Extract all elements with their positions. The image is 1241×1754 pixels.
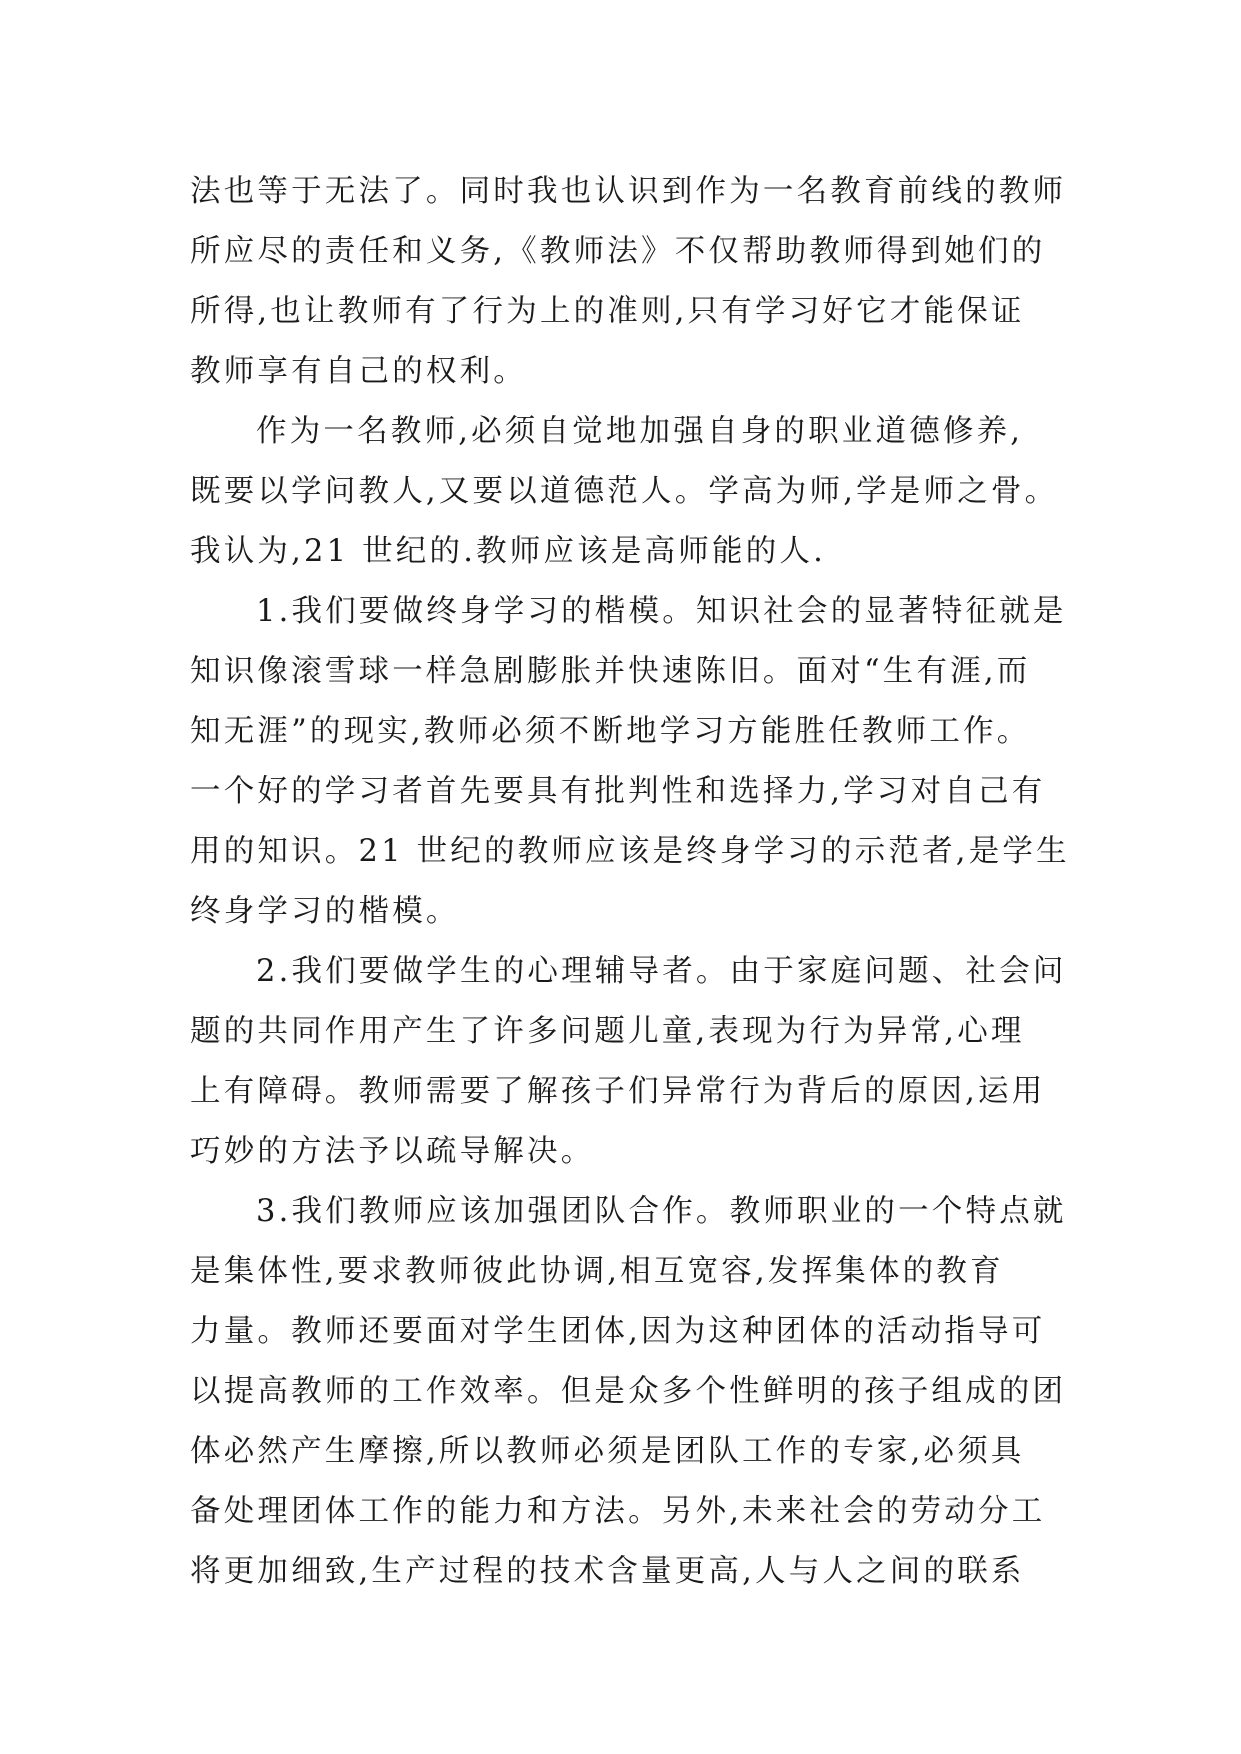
- text-line: 知识像滚雪球一样急剧膨胀并快速陈旧。面对“生有涯,而: [190, 654, 1031, 689]
- text-line: 法也等于无法了。同时我也认识到作为一名教育前线的教师: [190, 174, 1067, 209]
- text-line: 体必然产生摩擦,所以教师必须是团队工作的专家,必须具: [190, 1434, 1025, 1469]
- document-body: [190, 162, 1070, 1602]
- text-line: 教师享有自己的权利。: [190, 354, 527, 389]
- text-line: 上有障碍。教师需要了解孩子们异常行为背后的原因,运用: [190, 1074, 1046, 1109]
- text-line: 终身学习的楷模。: [190, 894, 460, 929]
- text-line: 3.我们教师应该加强团队合作。教师职业的一个特点就: [256, 1194, 1067, 1229]
- text-line: 2.我们要做学生的心理辅导者。由于家庭问题、社会问: [256, 954, 1067, 989]
- text-line: 所应尽的责任和义务,《教师法》不仅帮助教师得到她们的: [190, 234, 1046, 269]
- text-line: 1.我们要做终身学习的楷模。知识社会的显著特征就是: [256, 594, 1067, 629]
- text-line: 题的共同作用产生了许多问题儿童,表现为行为异常,心理: [190, 1014, 1025, 1049]
- text-line: 一个好的学习者首先要具有批判性和选择力,学习对自己有: [190, 774, 1046, 809]
- text-line: 作为一名教师,必须自觉地加强自身的职业道德修养,: [256, 414, 1024, 449]
- text-line: 将更加细致,生产过程的技术含量更高,人与人之间的联系: [190, 1554, 1025, 1589]
- text-line: 是集体性,要求教师彼此协调,相互宽容,发挥集体的教育: [190, 1254, 1004, 1289]
- text-line: 既要以学问教人,又要以道德范人。学高为师,学是师之骨。: [190, 474, 1059, 509]
- text-line: 以提高教师的工作效率。但是众多个性鲜明的孩子组成的团: [190, 1374, 1067, 1409]
- text-line: 我认为,21 世纪的.教师应该是高师能的人.: [190, 534, 826, 569]
- text-line: 力量。教师还要面对学生团体,因为这种团体的活动指导可: [190, 1314, 1046, 1349]
- text-line: 知无涯”的现实,教师必须不断地学习方能胜任教师工作。: [190, 714, 1031, 749]
- text-line: 巧妙的方法予以疏导解决。: [190, 1134, 595, 1169]
- text-line: 所得,也让教师有了行为上的准则,只有学习好它才能保证: [190, 294, 1025, 329]
- text-line: 备处理团体工作的能力和方法。另外,未来社会的劳动分工: [190, 1494, 1046, 1529]
- text-line: 用的知识。21 世纪的教师应该是终身学习的示范者,是学生: [190, 834, 1070, 869]
